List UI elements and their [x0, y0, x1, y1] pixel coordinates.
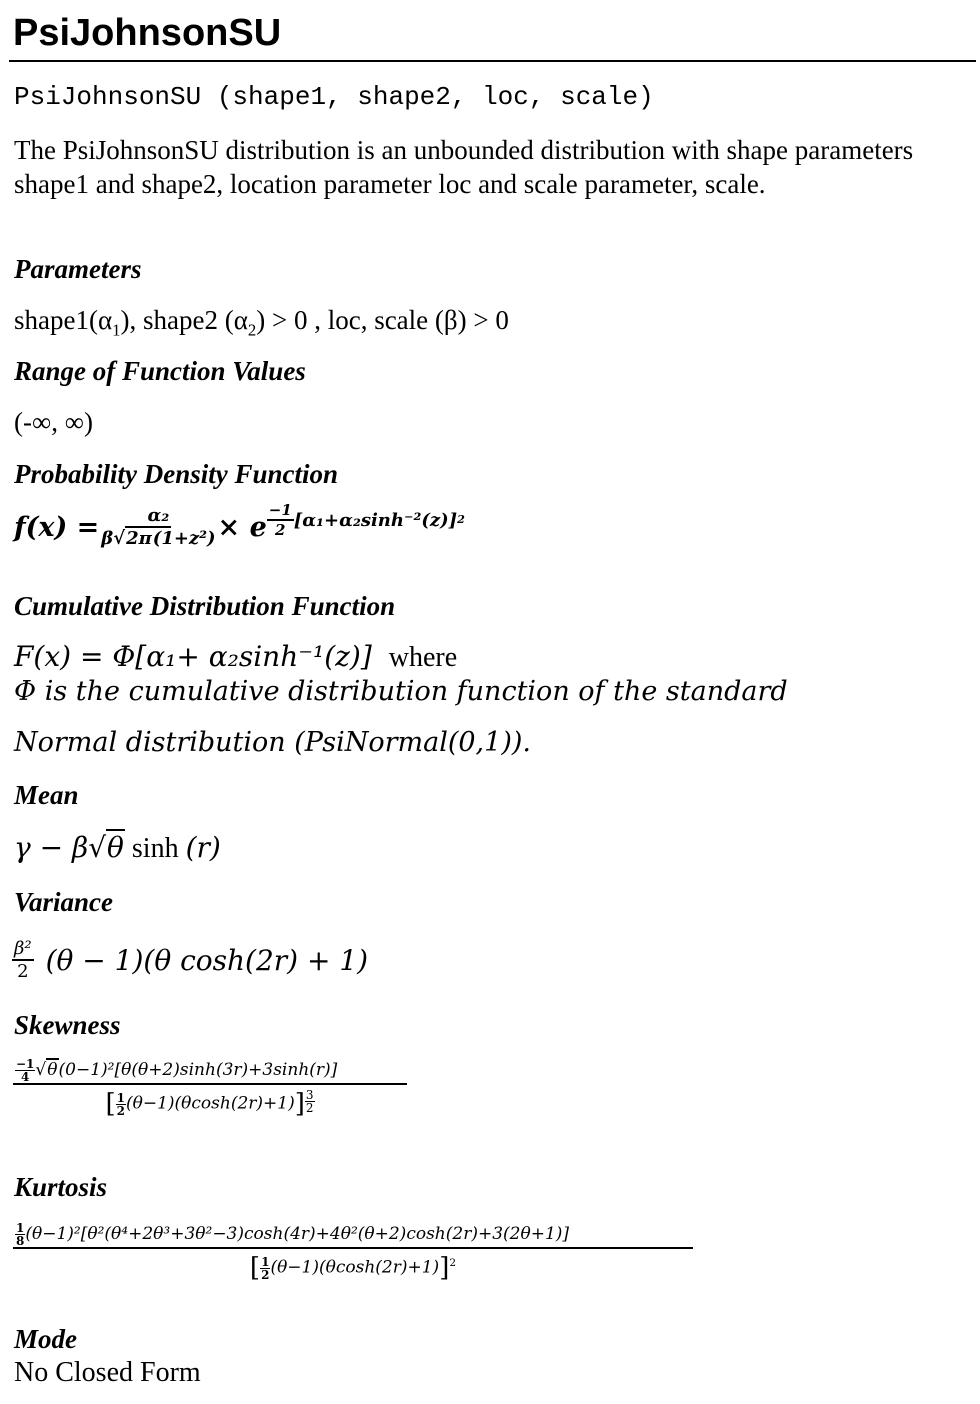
skew-den-frac-d: 2 — [116, 1103, 125, 1118]
pdf-formula — [14, 501, 465, 549]
kurtosis-formula — [13, 1222, 693, 1283]
pdf-den-beta: β — [101, 528, 114, 549]
kurt-num-frac-d: 8 — [16, 1234, 25, 1248]
variance-fraction — [12, 938, 34, 982]
heading-parameters: Parameters — [14, 254, 142, 284]
heading-mean: Mean — [14, 780, 79, 810]
mean-prefix: γ − β — [14, 831, 89, 864]
heading-kurtosis: Kurtosis — [14, 1172, 108, 1202]
mode-text: No Closed Form — [14, 1357, 201, 1388]
skew-den-body: (θ−1)(θcosh(2r)+1) — [125, 1093, 295, 1114]
skewness-numerator — [13, 1058, 407, 1085]
sqrt-icon: √ — [88, 831, 107, 864]
mean-formula — [14, 830, 221, 867]
variance-body: (θ − 1)(θ cosh(2r) + 1) — [45, 943, 369, 977]
heading-range: Range of Function Values — [14, 356, 306, 386]
cdf-where: where — [388, 642, 458, 673]
cdf-formula-line — [14, 640, 457, 675]
function-signature: PsiJohnsonSU (shape1, shape2, loc, scale) — [14, 82, 654, 112]
pdf-exp-body: [α₁+α₂sinh⁻²(z)] — [293, 509, 458, 531]
cdf-explanation-1: Φ is the cumulative distribution function of the standard — [14, 676, 788, 707]
heading-pdf: Probability Density Function — [14, 459, 339, 489]
kurt-den-frac-d: 2 — [261, 1267, 270, 1282]
heading-mode: Mode — [14, 1324, 77, 1354]
cdf-explanation-2: Normal distribution (PsiNormal(0,1)). — [14, 727, 531, 758]
kurt-den-frac — [260, 1256, 270, 1281]
kurtosis-denominator — [250, 1249, 456, 1283]
cdf-formula: F(x) = Φ[α₁+ α₂sinh⁻¹(z)] — [14, 640, 372, 673]
pdf-exp-fraction — [267, 501, 294, 539]
title-divider — [9, 60, 976, 62]
kurt-den-open: [ — [249, 1253, 261, 1283]
heading-variance: Variance — [14, 887, 114, 917]
param-text-b: ), shape2 (α — [120, 305, 248, 335]
skew-num-rest: (0−1)²[θ(θ+2)sinh(3r)+3sinh(r)] — [58, 1060, 338, 1080]
skew-pow-n: 3 — [305, 1088, 314, 1102]
mean-sqrt-body: θ — [107, 831, 124, 864]
variance-den: 2 — [17, 961, 29, 982]
pdf-numerator: α₂ — [147, 505, 170, 526]
description: The PsiJohnsonSU distribution is an unbounded distribution with shape parameters shape1 and shape2, location parameter loc and scale parameter, scale. — [14, 135, 914, 199]
pdf-lhs: f(x) = — [14, 511, 100, 543]
pdf-denominator — [99, 528, 217, 549]
pdf-exp-den: 2 — [275, 521, 286, 539]
param-text-c: ) > 0 , loc, scale (β) > 0 — [256, 305, 509, 335]
skew-den-power — [305, 1089, 315, 1114]
param-text-a: shape1(α — [14, 305, 113, 335]
kurt-den-frac-n: 1 — [261, 1254, 270, 1269]
skew-pow-d: 2 — [305, 1101, 314, 1115]
pdf-exponent: $\frac{-1}{2}$ [α₁+α₂sinh⁻²(z)] 2 — [268, 501, 465, 539]
kurt-num-frac — [15, 1222, 25, 1247]
sqrt-icon: √ — [35, 1060, 47, 1080]
variance-formula — [12, 938, 368, 982]
kurtosis-numerator — [13, 1222, 693, 1249]
heading-skewness: Skewness — [14, 1010, 121, 1040]
skewness-formula — [13, 1058, 407, 1119]
skew-num-frac-d: 4 — [21, 1070, 30, 1084]
pdf-den-rest: (1+z²) — [152, 528, 216, 549]
sqrt-icon: √ — [113, 528, 126, 549]
skew-sqrt-body: θ — [47, 1060, 58, 1080]
skew-den-close: ] — [294, 1089, 305, 1119]
skew-den-frac — [116, 1092, 126, 1117]
kurt-num-frac-n: 1 — [16, 1221, 25, 1235]
pdf-exp-num: −1 — [268, 501, 292, 519]
skew-num-frac — [15, 1058, 35, 1083]
variance-num: β² — [14, 938, 32, 959]
skewness-denominator — [105, 1085, 314, 1119]
skew-den-frac-n: 1 — [116, 1090, 125, 1105]
parameters-text — [14, 303, 509, 340]
page-title: PsiJohnsonSU — [13, 12, 282, 54]
heading-cdf: Cumulative Distribution Function — [14, 591, 396, 621]
mean-arg: (r) — [185, 831, 221, 864]
pdf-fraction — [99, 505, 217, 549]
param-sub-b: 2 — [247, 320, 257, 340]
kurt-den-body: (θ−1)(θcosh(2r)+1) — [270, 1257, 440, 1278]
kurt-num-rest: (θ−1)²[θ²(θ⁴+2θ³+3θ²−3)cosh(4r)+4θ²(θ+2)cosh(2r)+3(2θ+1)] — [25, 1224, 570, 1244]
skew-num-frac-n: −1 — [16, 1057, 35, 1071]
kurt-den-power: 2 — [449, 1256, 457, 1269]
param-sub-a: 1 — [112, 320, 121, 340]
kurt-den-close: ] — [439, 1253, 450, 1283]
pdf-times-e: × e — [217, 511, 267, 543]
pdf-den-root: 2π — [126, 528, 152, 549]
range-text: (-∞, ∞) — [14, 407, 93, 437]
skew-den-open: [ — [105, 1089, 116, 1119]
mean-sinh: sinh — [124, 833, 186, 864]
